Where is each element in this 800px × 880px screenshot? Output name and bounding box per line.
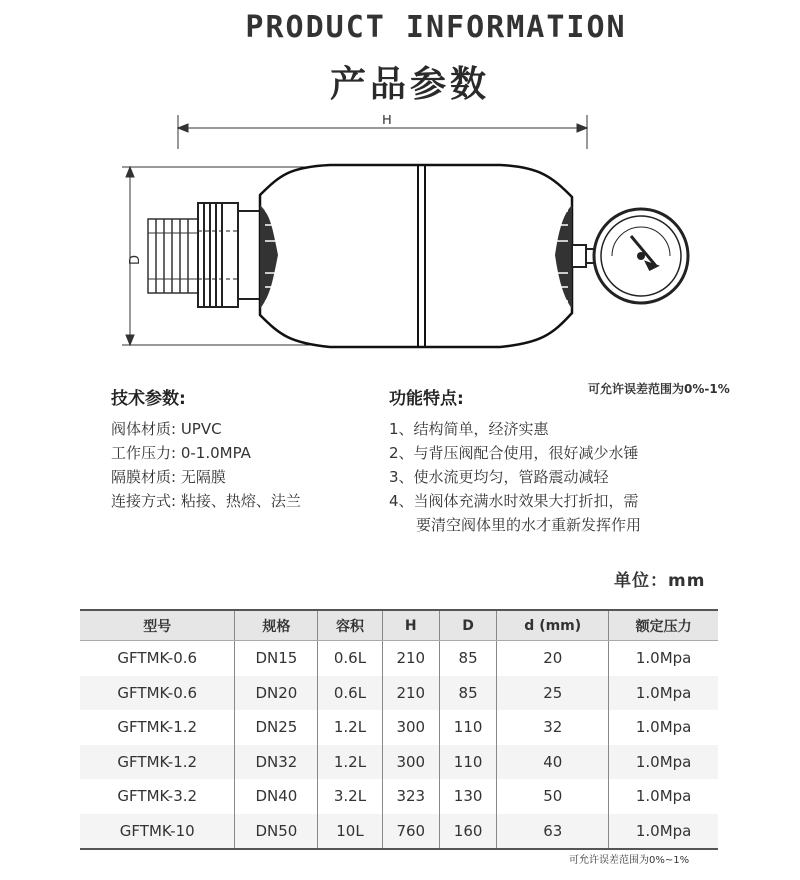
cell-h: 210 — [382, 676, 439, 711]
cell-d-large: 85 — [439, 676, 496, 711]
feature-item: 4、当阀体充满水时效果大打折扣，需 — [389, 492, 639, 510]
col-header-pressure: 额定压力 — [609, 610, 718, 641]
cell-d-small: 40 — [497, 745, 609, 780]
col-header-d-large: D — [439, 610, 496, 641]
table-row — [80, 779, 718, 814]
cell-model: GFTMK-1.2 — [117, 718, 198, 737]
tech-param-item: 阀体材质: UPVC — [111, 420, 222, 438]
tech-param-item: 工作压力: 0-1.0MPA — [111, 444, 251, 462]
cell-d-small: 63 — [497, 814, 609, 850]
cell-model: GFTMK-3.2 — [117, 787, 198, 806]
features-title: 功能特点: — [389, 389, 464, 409]
cell-size: DN50 — [235, 814, 318, 850]
col-header-model: 型号 — [80, 610, 235, 641]
cell-volume: 0.6L — [318, 641, 382, 676]
product-diagram — [100, 115, 720, 360]
cell-h: 210 — [382, 641, 439, 676]
cell-volume: 1.2L — [318, 710, 382, 745]
cell-d-small: 20 — [497, 641, 609, 676]
cell-size: DN32 — [235, 745, 318, 780]
cell-d-small: 32 — [497, 710, 609, 745]
dim-label-h: H — [382, 115, 392, 128]
feature-item-continued: 要清空阀体里的水才重新发挥作用 — [416, 516, 642, 534]
cell-volume: 1.2L — [318, 745, 382, 780]
tolerance-note-bottom: 可允许误差范围为0%~1% — [569, 855, 690, 866]
unit-label: 单位：mm — [614, 571, 706, 591]
cell-volume: 10L — [318, 814, 382, 850]
table-row — [80, 710, 718, 745]
cell-model: GFTMK-10 — [80, 814, 235, 850]
cell-d-large: 85 — [439, 641, 496, 676]
spec-table — [80, 609, 718, 850]
pressure-gauge — [572, 209, 688, 303]
connection-fitting — [148, 203, 260, 307]
table-row — [80, 745, 718, 780]
table-row — [80, 814, 718, 850]
feature-item: 2、与背压阀配合使用，很好减少水锤 — [389, 444, 639, 462]
cell-model: GFTMK-0.6 — [117, 649, 198, 668]
col-header-d-small: d (mm) — [497, 610, 609, 641]
cell-model: GFTMK-0.6 — [80, 676, 235, 711]
cell-pressure: 1.0Mpa — [609, 676, 718, 711]
cell-d-large: 110 — [439, 745, 496, 780]
tech-params-title: 技术参数: — [111, 389, 186, 409]
cell-pressure: 1.0Mpa — [609, 779, 718, 814]
cell-volume: 0.6L — [318, 676, 382, 711]
table-row — [80, 676, 718, 711]
cell-size: DN40 — [235, 779, 318, 814]
col-header-h: H — [382, 610, 439, 641]
tank-body — [260, 165, 572, 347]
cell-d-small: 50 — [497, 779, 609, 814]
feature-item: 1、结构简单，经济实惠 — [389, 420, 549, 438]
cell-h: 323 — [382, 779, 439, 814]
cell-h: 300 — [382, 710, 439, 745]
cell-model: GFTMK-1.2 — [80, 745, 235, 780]
tech-param-item: 连接方式: 粘接、热熔、法兰 — [111, 492, 301, 510]
feature-item: 3、使水流更均匀，管路震动减轻 — [389, 468, 609, 486]
cell-d-large: 160 — [439, 814, 496, 850]
cell-pressure: 1.0Mpa — [609, 814, 718, 850]
cell-pressure: 1.0Mpa — [609, 745, 718, 780]
cell-d-large: 110 — [439, 710, 496, 745]
cell-size: DN20 — [235, 676, 318, 711]
cell-h: 760 — [382, 814, 439, 850]
dim-label-d-large: D — [128, 254, 143, 265]
cell-d-small: 25 — [497, 676, 609, 711]
cell-size: DN25 — [235, 710, 318, 745]
table-header-row — [80, 610, 718, 641]
col-header-volume: 容积 — [318, 610, 382, 641]
tech-param-item: 隔膜材质: 无隔膜 — [111, 468, 226, 486]
cell-d-large: 130 — [439, 779, 496, 814]
title-chinese: 产品参数 — [329, 64, 490, 105]
cell-h: 300 — [382, 745, 439, 780]
cell-size: DN15 — [235, 641, 318, 676]
col-header-size: 规格 — [235, 610, 318, 641]
cell-pressure: 1.0Mpa — [609, 641, 718, 676]
title-english: PRODUCT INFORMATION — [245, 10, 627, 45]
table-row — [80, 641, 718, 676]
cell-volume: 3.2L — [318, 779, 382, 814]
tolerance-note-top: 可允许误差范围为0%-1% — [588, 382, 730, 396]
cell-pressure: 1.0Mpa — [609, 710, 718, 745]
